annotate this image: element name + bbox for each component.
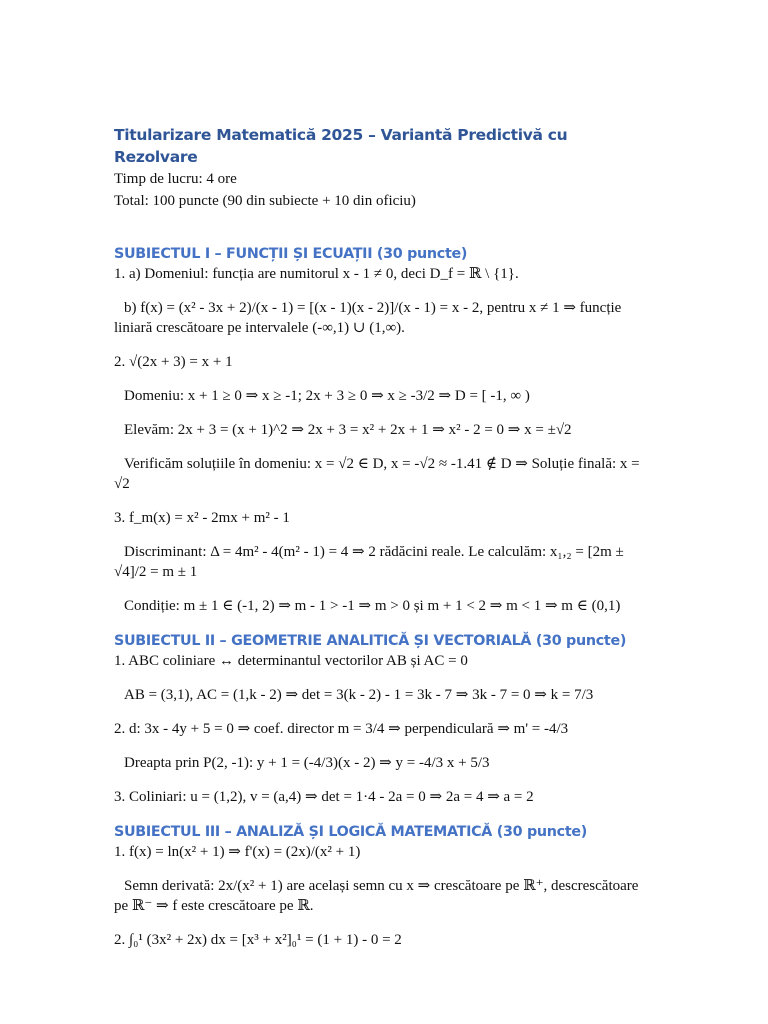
s2-line-5: 3. Coliniari: u = (1,2), v = (a,4) ⇒ det = 1·4 - 2a = 0 ⇒ 2a = 4 ⇒ a = 2 — [114, 789, 534, 805]
s1-line-6: Verificăm soluțiile în domeniu: x = √2 ∈ D, x = -√2 ≈ -1.41 ∉ D ⇒ Soluție finală: x = √2 — [114, 456, 640, 492]
time-limit: Timp de lucru: 4 ore — [114, 171, 237, 187]
s1-line-8: Discriminant: Δ = 4m² - 4(m² - 1) = 4 ⇒ 2 rădăcini reale. Le calculăm: x₁,₂ = [2m ± √4]/2 = m ± 1 — [114, 544, 624, 580]
s2-line-2: AB = (3,1), AC = (1,k - 2) ⇒ det = 3(k - 2) - 1 = 3k - 7 ⇒ 3k - 7 = 0 ⇒ k = 7/3 — [124, 687, 594, 703]
s1-line-5: Elevăm: 2x + 3 = (x + 1)^2 ⇒ 2x + 3 = x² + 2x + 1 ⇒ x² - 2 = 0 ⇒ x = ±√2 — [124, 422, 572, 438]
s2-line-1: 1. ABC coliniare ↔ determinantul vectorilor AB și AC = 0 — [114, 653, 468, 669]
section-1-heading: SUBIECTUL I – FUNCȚII ȘI ECUAȚII (30 puncte) — [114, 246, 468, 262]
s2-line-3: 2. d: 3x - 4y + 5 = 0 ⇒ coef. director m = 3/4 ⇒ perpendiculară ⇒ m' = -4/3 — [114, 721, 569, 737]
s1-line-1: 1. a) Domeniul: funcția are numitorul x - 1 ≠ 0, deci D_f = ℝ \ {1}. — [114, 266, 519, 282]
total-points: Total: 100 puncte (90 din subiecte + 10 din oficiu) — [114, 193, 416, 209]
document-title: Titularizare Matematică 2025 – Variantă Predictivă cu Rezolvare — [114, 126, 568, 166]
s2-line-4: Dreapta prin P(2, -1): y + 1 = (-4/3)(x - 2) ⇒ y = -4/3 x + 5/3 — [124, 755, 490, 771]
s3-line-2: Semn derivată: 2x/(x² + 1) are același semn cu x ⇒ crescătoare pe ℝ⁺, descrescătoare pe ℝ⁻ ⇒ f este crescătoare pe ℝ. — [114, 878, 639, 914]
s1-line-4: Domeniu: x + 1 ≥ 0 ⇒ x ≥ -1; 2x + 3 ≥ 0 ⇒ x ≥ -3/2 ⇒ D = [ -1, ∞ ) — [124, 388, 530, 404]
s1-line-2: b) f(x) = (x² - 3x + 2)/(x - 1) = [(x - 1)(x - 2)]/(x - 1) = x - 2, pentru x ≠ 1 ⇒ funcție liniară crescătoare pe intervalele (-∞,1) ∪ (1,∞). — [114, 300, 622, 336]
section-3-heading: SUBIECTUL III – ANALIZĂ ȘI LOGICĂ MATEMATICĂ (30 puncte) — [114, 824, 587, 840]
s3-line-1: 1. f(x) = ln(x² + 1) ⇒ f'(x) = (2x)/(x² + 1) — [114, 844, 361, 860]
document-page — [114, 124, 654, 950]
section-2-heading: SUBIECTUL II – GEOMETRIE ANALITICĂ ȘI VECTORIALĂ (30 puncte) — [114, 633, 627, 649]
s1-line-3: 2. √(2x + 3) = x + 1 — [114, 354, 233, 370]
s1-line-9: Condiție: m ± 1 ∈ (-1, 2) ⇒ m - 1 > -1 ⇒ m > 0 și m + 1 < 2 ⇒ m < 1 ⇒ m ∈ (0,1) — [124, 598, 621, 614]
s3-line-3: 2. ∫₀¹ (3x² + 2x) dx = [x³ + x²]₀¹ = (1 + 1) - 0 = 2 — [114, 932, 402, 948]
s1-line-7: 3. f_m(x) = x² - 2mx + m² - 1 — [114, 510, 290, 526]
